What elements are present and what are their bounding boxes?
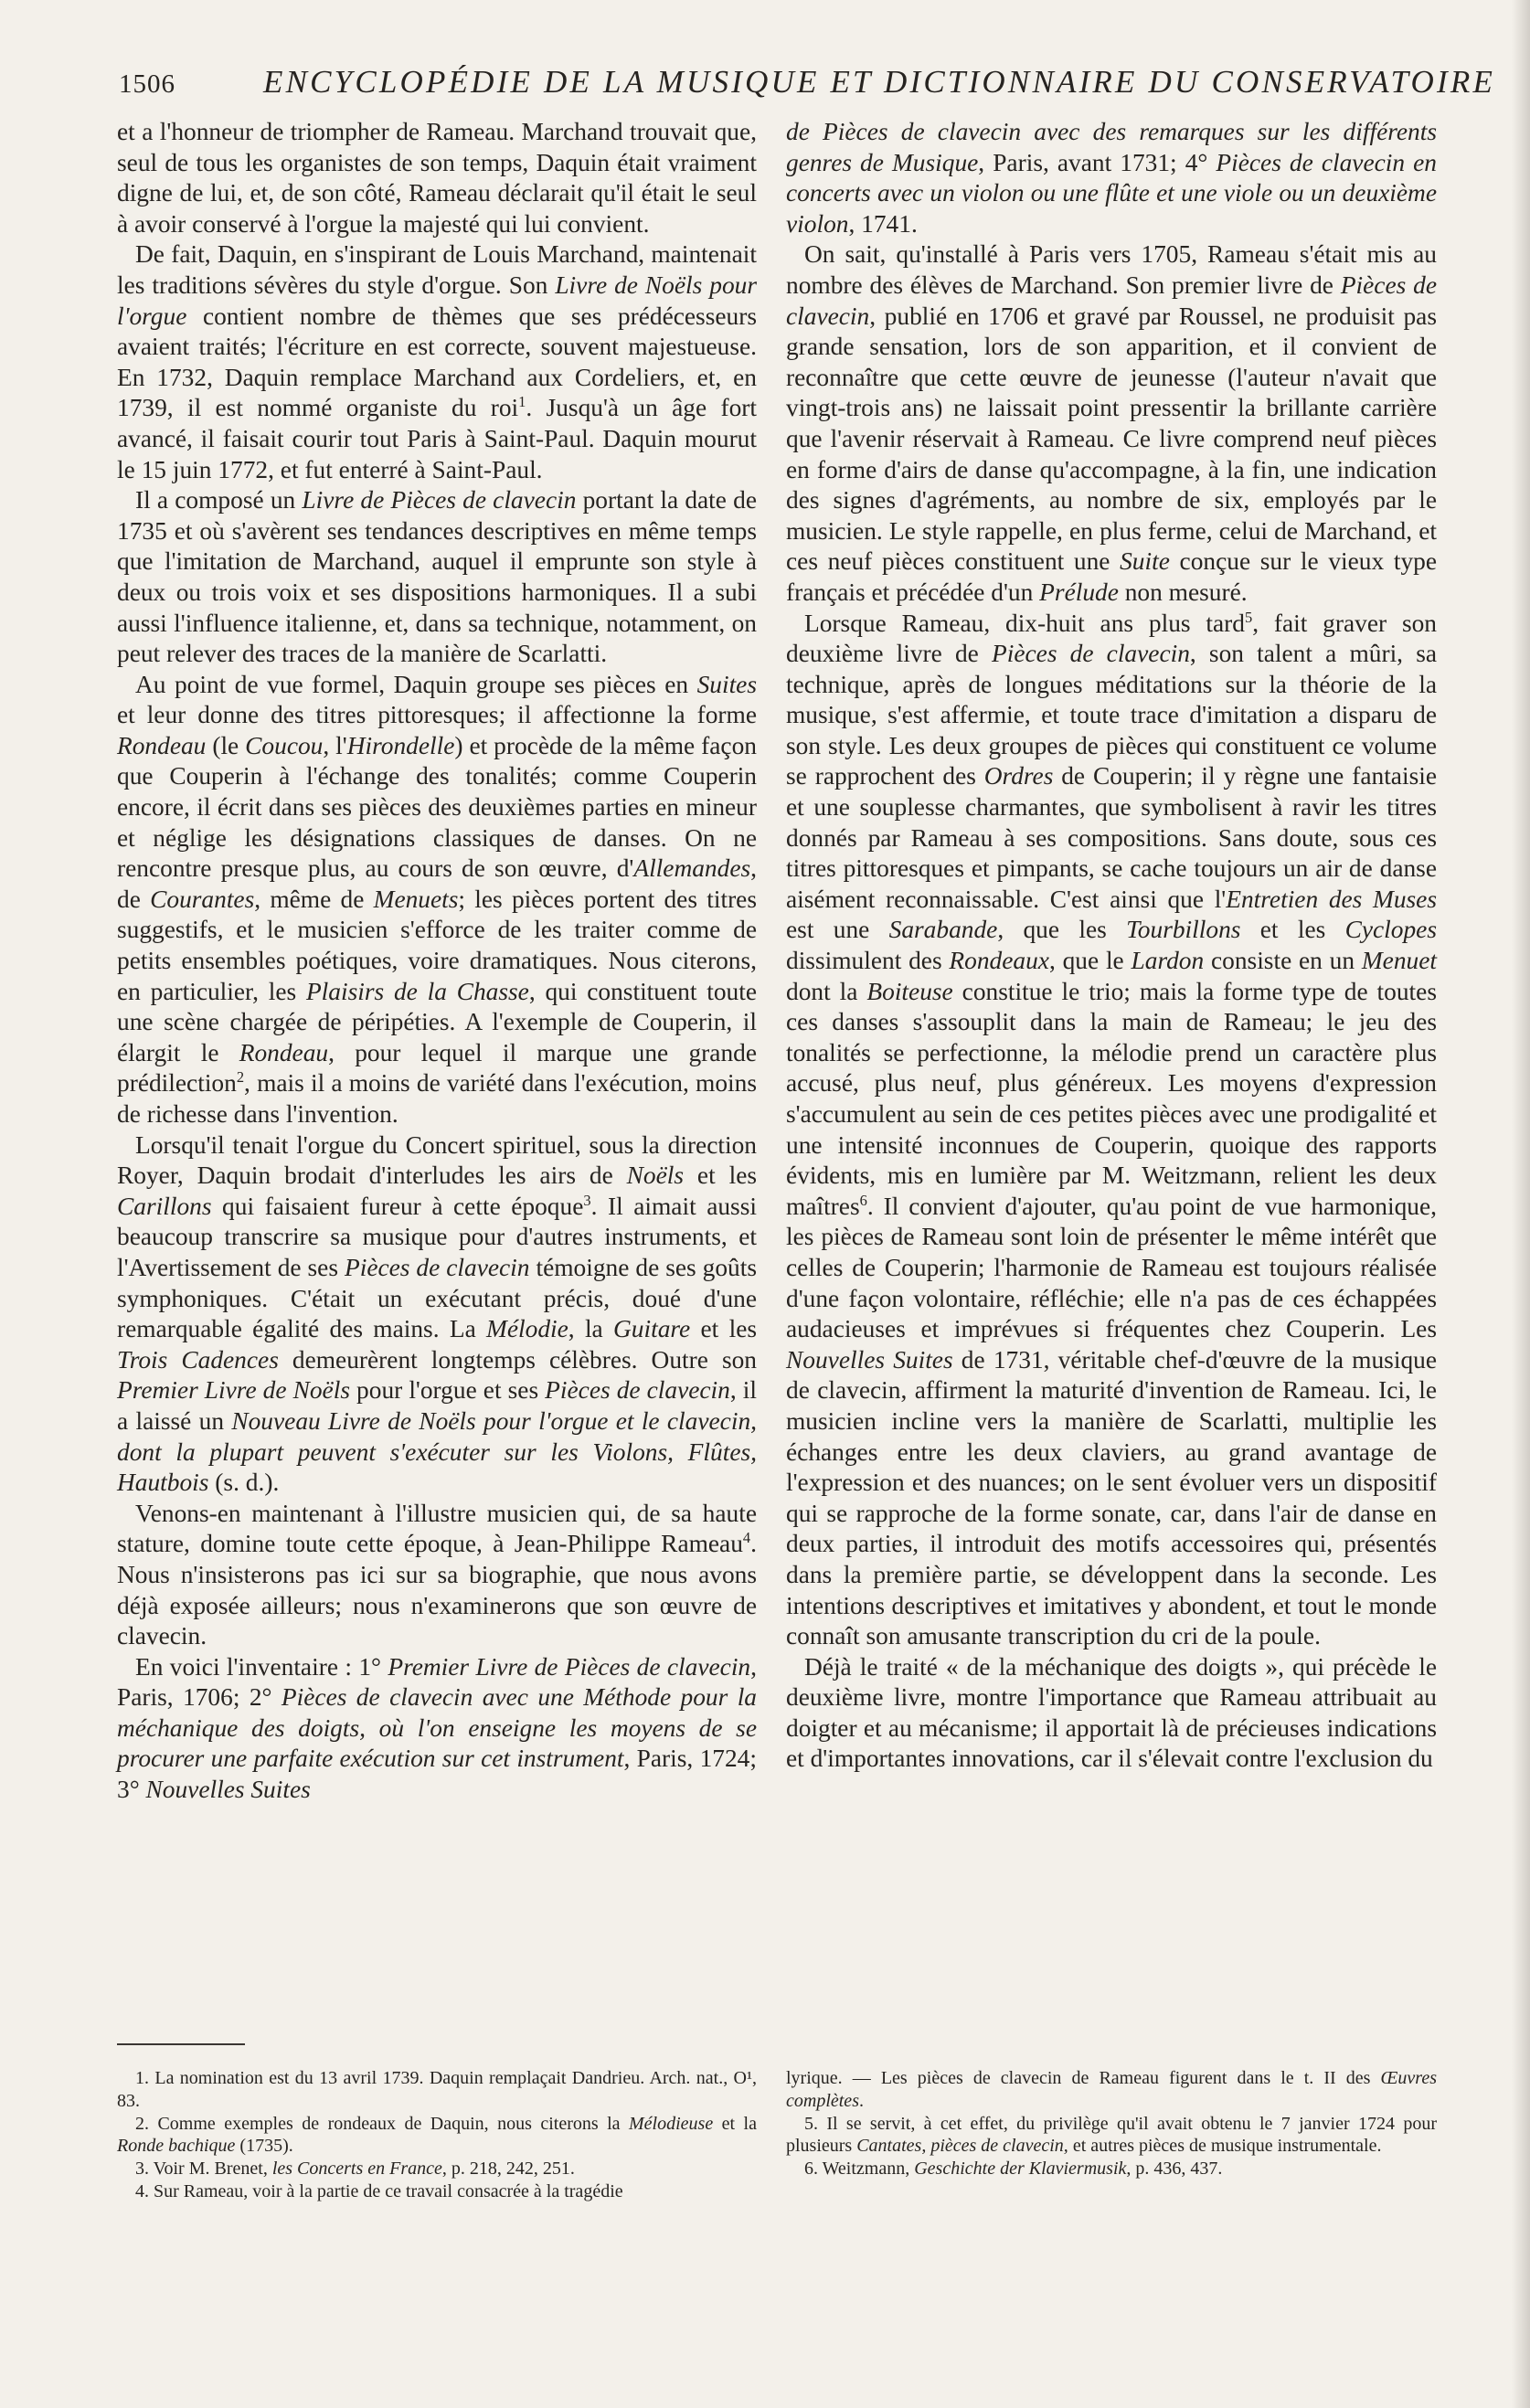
footnote-ref: 3 [583,1191,591,1209]
footnote: 2. Comme exemples de rondeaux de Daquin, nous citerons la Mélodieuse et la Ronde bachique (1735). [117,2113,757,2157]
footnote: 6. Weitzmann, Geschichte der Klaviermusik, p. 436, 437. [804,2159,1223,2180]
right-column [786,117,1437,1775]
paragraph: Au point de vue formel, Daquin groupe ses pièces en Suites et leur donne des titres pittoresques; il affectionne la forme Rondeau (le Coucou, l'Hirondelle) et procède de la même façon que Couperin à l'échange des tonalités; comme Couperin encore, il écrit dans ses pièces des deuxièmes parties en mineur et néglige les désignations classiques de danses. On ne rencontre presque plus, au cours de son œuvre, d'Allemandes, de Courantes, même de Menuets; les pièces portent des titres suggestifs, et le musicien s'efforce de les traiter comme de petits ensembles poétiques, voire dramatiques. Nous citerons, en particulier, les Plaisirs de la Chasse, qui constituent toute une scène chargée de péripéties. A l'exemple de Couperin, il élargit le Rondeau, pour lequel il marque une grande prédilection$^2$, mais il a moins de variété dans l'exécution, moins de richesse dans l'invention. [117,670,758,1128]
footnote-ref: 5 [1244,608,1253,626]
paragraph: De fait, Daquin, en s'inspirant de Louis Marchand, maintenait les traditions sévères du style d'orgue. Son Livre de Noëls pour l'orgue contient nombre de thèmes que ses prédécesseurs avaient traités; l'écriture en est correcte, souvent majestueuse. En 1732, Daquin remplace Marchand aux Cordeliers, et, en 1739, il est nommé organiste du roi$^1$. Jusqu'à un âge fort avancé, il faisait courir tout Paris à Saint-Paul. Daquin mourut le 15 juin 1772, et fut enterré à Saint-Paul. [117,240,757,483]
footnote: 5. Il se servit, à cet effet, du privilège qu'il avait obtenu le 7 janvier 1724 pour plusieurs Cantates, pièces de clavecin, et autres pièces de musique instrumentale. [786,2113,1437,2157]
footnote: 4. Sur Rameau, voir à la partie de ce travail consacrée à la tragédie [135,2180,623,2201]
footnote: 3. Voir M. Brenet, les Concerts en France, p. 218, 242, 251. [135,2159,575,2180]
paragraph: On sait, qu'installé à Paris vers 1705, Rameau s'était mis au nombre des élèves de Marchand. Son premier livre de Pièces de clavecin, publié en 1706 et gravé par Roussel, ne produisit pas grande sensation, lors de son apparition, et il convient de reconnaître que cette œuvre de jeunesse (l'auteur n'avait que vingt-trois ans) ne laissait point pressentir la brillante carrière que l'avenir réservait à Rameau. Ce livre comprend neuf pièces en forme d'airs de danse qu'accompagne, à la fin, une indication des signes d'agréments, au nombre de six, employés par le musicien. Le style rappelle, en plus ferme, celui de Marchand, et ces neuf pièces constituent une Suite conçue sur le vieux type français et précédée d'un Prélude non mesuré. [786,240,1437,606]
running-title: ENCYCLOPÉDIE DE LA MUSIQUE ET DICTIONNAIRE DU CONSERVATOIRE [263,64,1496,100]
paragraph: Lorsque Rameau, dix-huit ans plus tard$^5$, fait graver son deuxième livre de Pièces de clavecin, son talent a mûri, sa technique, après de longues méditations sur la théorie de la musique, s'est affermie, et toute trace d'imitation a disparu de son style. Les deux groupes de pièces qui constituent ce volume se rapprochent des Ordres de Couperin; il y règne une fantaisie et une souplesse charmantes, que symbolisent à ravir les titres donnés par Rameau à ses compositions. Sans doute, sous ces titres pittoresques et pimpants, se cache toujours un air de danse aisément reconnaissable. C'est ainsi que l'Entretien des Muses est une Sarabande, que les Tourbillons et les Cyclopes dissimulent des Rondeaux, que le Lardon consiste en un Menuet dont la Boiteuse constitue le trio; mais la forme type de toutes ces danses s'assouplit dans la main de Rameau; le jeu des tonalités se perfectionne, la mélodie prend un caractère plus accusé, plus neuf, plus généreux. Les moyens d'expression s'accumulent au sein de ces petites pièces avec une prodigalité et une intensité inconnues de Couperin, quoique des rapports évidents, mis en lumière par M. Weitzmann, relient les deux maîtres$^6$. Il convient d'ajouter, qu'au point de vue harmonique, les pièces de Rameau sont loin de présenter le même intérêt que celles de Couperin; l'harmonie de Rameau est toujours réalisée d'une façon volontaire, réfléchie; elle n'a pas de ces échappées audacieuses et imprévues si fréquentes chez Couperin. Les Nouvelles Suites de 1731, véritable chef-d'œuvre de la musique de clavecin, affirment la maturité d'invention de Rameau. Ici, le musicien incline vers la manière de Scarlatti, multiplie les échanges entre les deux claviers, au grand avantage de l'expression et des nuances; on le sent évoluer vers un dispositif qui se rapproche de la forme sonate, car, dans l'air de danse en deux parties, il introduit des motifs accessoires qui, présentés dans la première partie, se développent dans la seconde. Les intentions descriptives et imitatives y abondent, et tout le monde connaît son amusante transcription du cri de la poule. [786,608,1438,1650]
footnotes-left [117,2067,757,2203]
paragraph: et a l'honneur de triompher de Rameau. Marchand trouvait que, seul de tous les organistes de son temps, Daquin était vraiment digne de lui, et, de son côté, Rameau déclarait qu'il était le seul à avoir conservé à l'orgue la majesté qui lui convient. [117,118,757,238]
footnotes-right [786,2067,1437,2180]
page-number: 1506 [119,69,175,99]
page-header [119,64,1496,110]
paragraph: Déjà le traité « de la méchanique des doigts », qui précède le deuxième livre, montre l'importance que Rameau attribuait au doigter et au mécanisme; il apportait là de précieuses indications et d'importantes innovations, car il s'élevait contre l'exclusion du [786,1652,1437,1773]
footnote-ref: 1 [518,393,526,411]
paragraph: En voici l'inventaire : 1° Premier Livre de Pièces de clavecin, Paris, 1706; 2° Pièces de clavecin avec une Méthode pour la méchanique des doigts, où l'on enseigne les moyens de se procurer une parfaite exécution sur cet instrument, Paris, 1724; 3° Nouvelles Suites [117,1652,757,1804]
left-column [117,117,757,1806]
footnote: 1. La nomination est du 13 avril 1739. Daquin remplaçait Dandrieu. Arch. nat., O¹, 83. [117,2068,757,2111]
footnote: lyrique. — Les pièces de clavecin de Rameau figurent dans le t. II des Œuvres complètes. [786,2068,1437,2111]
footnote-ref: 2 [236,1068,245,1087]
footnote-ref: 6 [859,1191,867,1209]
footnote-ref: 4 [742,1529,751,1547]
page-edge-shadow [1512,0,1530,2408]
paragraph: Lorsqu'il tenait l'orgue du Concert spirituel, sous la direction Royer, Daquin brodait d'interludes les airs de Noëls et les Carillons qui faisaient fureur à cette époque$^3$. Il aimait aussi beaucoup transcrire sa musique pour d'autres instruments, et l'Avertissement de ses Pièces de clavecin témoigne de ses goûts symphoniques. C'était un exécutant précis, doué d'une remarquable égalité des mains. La Mélodie, la Guitare et les Trois Cadences demeurèrent longtemps célèbres. Outre son Premier Livre de Noëls pour l'orgue et ses Pièces de clavecin, il a laissé un Nouveau Livre de Noëls pour l'orgue et le clavecin, dont la plupart peuvent s'exécuter sur les Violons, Flûtes, Hautbois (s. d.). [117,1130,758,1497]
footnote-rule [117,2043,245,2045]
paragraph: Venons-en maintenant à l'illustre musicien qui, de sa haute stature, domine toute cette époque, à Jean-Philippe Rameau$^4$. Nous n'insisterons pas ici sur sa biographie, que nous avons déjà exposée ailleurs; nous n'examinerons que son œuvre de clavecin. [117,1499,757,1650]
paragraph: de Pièces de clavecin avec des remarques sur les différents genres de Musique, Paris, avant 1731; 4° Pièces de clavecin en concerts avec un violon ou une flûte et une viole ou un deuxième violon, 1741. [786,118,1437,238]
paragraph: Il a composé un Livre de Pièces de clavecin portant la date de 1735 et où s'avèrent ses tendances descriptives en même temps que l'imitation de Marchand, auquel il emprunte son style à deux ou trois voix et ses dispositions harmoniques. Il a subi aussi l'influence italienne, et, dans sa technique, notamment, on peut relever des traces de la manière de Scarlatti. [117,486,757,668]
